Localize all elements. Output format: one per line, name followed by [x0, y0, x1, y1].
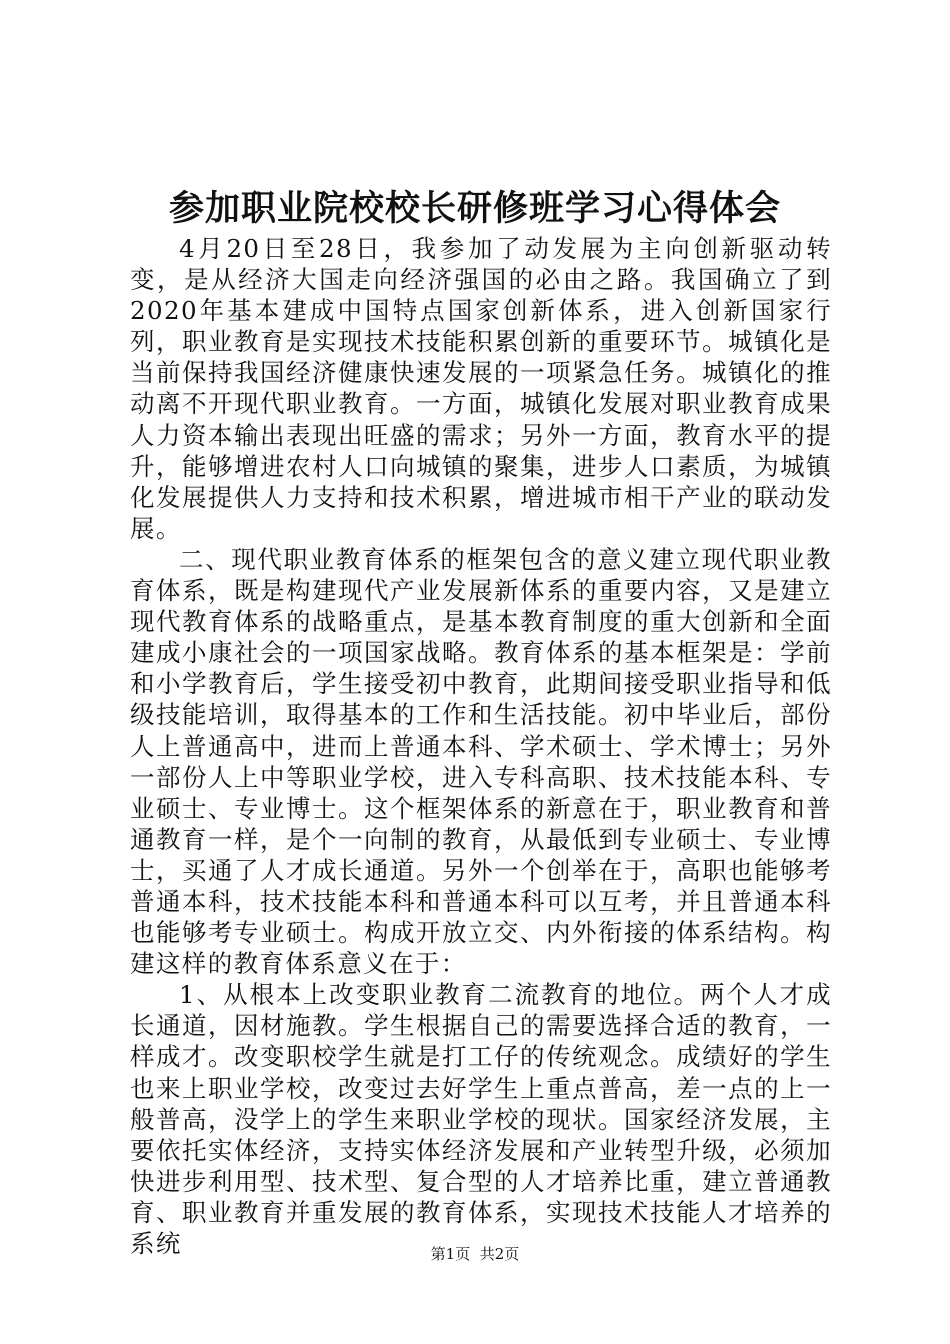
document-body [130, 233, 832, 1259]
page-footer [0, 1244, 950, 1264]
page-number-total: 共2页 [479, 1245, 520, 1263]
page-number-current: 第1页 [430, 1245, 471, 1263]
paragraph-3: 1、从根本上改变职业教育二流教育的地位。两个人才成长通道，因材施教。学生根据自己的需要选择合适的教育，一样成才。改变职校学生就是打工仔的传统观念。成绩好的学生也来上职业学校，改变过去好学生上重点普高，差一点的上一般普高，没学上的学生来职业学校的现状。国家经济发展，主要依托实体经济，支持实体经济发展和产业转型升级，必须加快进步利用型、技术型、复合型的人才培养比重，建立普通教育、职业教育并重发展的教育体系，实现技术技能人才培养的系统 [130, 980, 832, 1258]
document-title: 参加职业院校校长研修班学习心得体会 [168, 188, 781, 229]
footer-spacer [470, 1245, 480, 1263]
paragraph-2: 二、现代职业教育体系的框架包含的意义建立现代职业教育体系，既是构建现代产业发展新体系的重要内容，又是建立现代教育体系的战略重点，是基本教育制度的重大创新和全面建成小康社会的一项国家战略。教育体系的基本框架是：学前和小学教育后，学生接受初中教育，此期间接受职业指导和低级技能培训，取得基本的工作和生活技能。初中毕业后，部份人上普通高中，进而上普通本科、学术硕士、学术博士；另外一部份人上中等职业学校，进入专科高职、技术技能本科、专业硕士、专业博士。这个框架体系的新意在于，职业教育和普通教育一样，是个一向制的教育，从最低到专业硕士、专业博士，买通了人才成长通道。另外一个创举在于，高职也能够考普通本科，技术技能本科和普通本科可以互考，并且普通本科也能够考专业硕士。构成开放立交、内外衔接的体系结构。构建这样的教育体系意义在于： [130, 544, 832, 979]
paragraph-1: 4月20日至28日，我参加了动发展为主向创新驱动转变，是从经济大国走向经济强国的必由之路。我国确立了到2020年基本建成中国特点国家创新体系，进入创新国家行列，职业教育是实现技术技能积累创新的重要环节。城镇化是当前保持我国经济健康快速发展的一项紧急任务。城镇化的推动离不开现代职业教育。一方面，城镇化发展对职业教育成果人力资本输出表现出旺盛的需求；另外一方面，教育水平的提升，能够增进农村人口向城镇的聚集，进步人口素质，为城镇化发展提供人力支持和技术积累，增进城市相干产业的联动发展。 [130, 234, 832, 543]
